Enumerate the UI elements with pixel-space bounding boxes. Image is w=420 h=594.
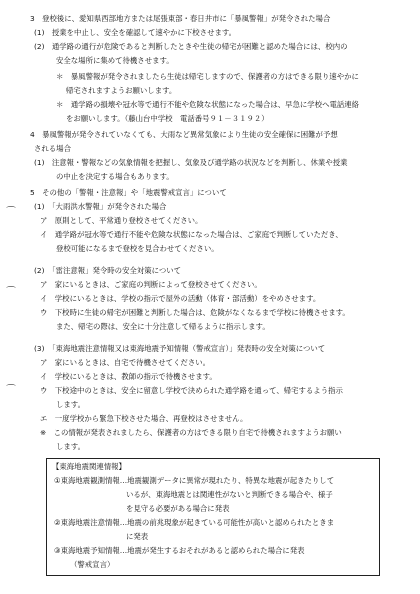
section-5-sub-2-u-cont: また、帰宅の際は、安全に十分注意して帰るように指示します。 (56, 322, 270, 331)
box-item-3: ③東海地震予知情報…地震が発生するおそれがあると認められた場合に発表 (54, 546, 305, 555)
section-5-sub-3-i: イ 学校にいるときは、教師の指示で待機させます。 (40, 372, 217, 381)
section-3-note-1-cont: 帰宅されますようお願いします。 (66, 86, 177, 95)
box-item-1: ①東海地震観測情報…地震観測データに異常が現れたり、特異な地震が起きたりして (54, 476, 335, 485)
section-5-sub-3-e: エ 一度学校から緊急下校させた場合、再登校はさせません。 (40, 414, 248, 423)
section-5-sub-3-note: ※ この情報が発表されましたら、保護者の方はできる限り自宅で待機されますようお願い (40, 428, 342, 437)
section-5-sub-1-a: ア 原則として、平常通り登校させてください。 (40, 216, 203, 225)
margin-mark-3: ⌒ (6, 385, 16, 396)
section-5-sub-2-heading: (2) 「雷注意報」発令時の安全対策について (34, 266, 182, 275)
section-5-sub-3-u: ウ 下校途中のときは、安全に留意し学校で決められた通学路を通って、帰宅するよう指示 (40, 386, 343, 395)
section-4-item-1-cont: の中止を決定する場合もあります。 (56, 172, 174, 181)
section-5-sub-1-heading: (1) 「大雨洪水警報」が発令された場合 (34, 202, 167, 211)
box-item-1-cont-2: を見守る必要がある場合に発表 (126, 504, 230, 513)
section-5-sub-2-u: ウ 下校時に生徒の帰宅が困難と判断した場合は、危険がなくなるまで学校に待機させます。 (40, 308, 350, 317)
section-3-item-1: (1) 授業を中止し、安全を確認して速やかに下校させます。 (34, 28, 237, 37)
box-item-1-cont-1: いるが、東海地震とは関連性がないと判断できる場合や、様子 (126, 490, 333, 499)
section-5-sub-1-i: イ 通学路が冠水等で通行不能や危険な状態になった場合は、ご家庭で判断していただき、 (40, 230, 343, 239)
section-3-note-2-cont: をお願いします。（藤山台中学校 電話番号９１－３１９２） (66, 114, 269, 123)
section-5-sub-3-heading: (3) 「東海地震注意情報又は東海地震予知情報（警戒宣言）」発表時の安全対策について (34, 344, 326, 353)
section-5-sub-3-note-cont: します。 (56, 442, 85, 451)
box-item-3-cont: （警戒宣言） (70, 560, 115, 569)
section-3-item-2: (2) 通学路の通行が危険であると判断したときや生徒の帰宅が困難と認めた場合には、校内の (34, 42, 348, 51)
section-3-note-1: ＊ 暴風警報が発令されましたら生徒は帰宅しますので、保護者の方はできる限り速やかに (56, 72, 359, 81)
section-5-sub-3-u-cont: します。 (56, 400, 85, 409)
box-title: 【東海地震関連情報】 (52, 462, 126, 471)
section-5-sub-1-i-cont: 登校可能になるまで登校を見合わせてください。 (56, 244, 219, 253)
section-4-heading: 4 暴風警報が発令されていなくても、大雨など異常気象により生徒の安全確保に困難が予想 (30, 130, 338, 139)
section-3-heading: 3 登校後に、愛知県西部地方または尾張東部・春日井市に「暴風警報」が発令された場合 (30, 14, 331, 23)
box-item-2-cont: に発表 (126, 532, 149, 541)
margin-mark-1: ⌒ (6, 207, 16, 218)
section-3-note-2: ＊ 通学路の損壊や冠水等で通行不能や危険な状態になった場合は、早急に学校へ電話連絡 (56, 100, 360, 109)
box-item-2: ②東海地震注意情報…地震の前兆現象が起きている可能性が高いと認められたときま (54, 518, 335, 527)
section-4-heading-cont: される場合 (34, 144, 71, 153)
section-3-item-2-cont: 安全な場所に集めて待機させます。 (56, 56, 174, 65)
section-5-sub-2-a: ア 家にいるときは、ご家庭の判断によって登校させてください。 (40, 280, 262, 289)
margin-mark-2: ⌒ (6, 287, 16, 298)
section-4-item-1: (1) 注意報・警報などの気象情報を把握し、気象及び通学路の状況などを判断し、休業や授業 (34, 158, 348, 167)
section-5-sub-3-a: ア 家にいるときは、自宅で待機させてください。 (40, 358, 210, 367)
section-5-sub-2-i: イ 学校にいるときは、学校の指示で屋外の活動（体育・部活動）をやめさせます。 (40, 294, 321, 303)
section-5-heading: 5 その他の「警報・注意報」や「地震警戒宣言」について (30, 188, 227, 197)
